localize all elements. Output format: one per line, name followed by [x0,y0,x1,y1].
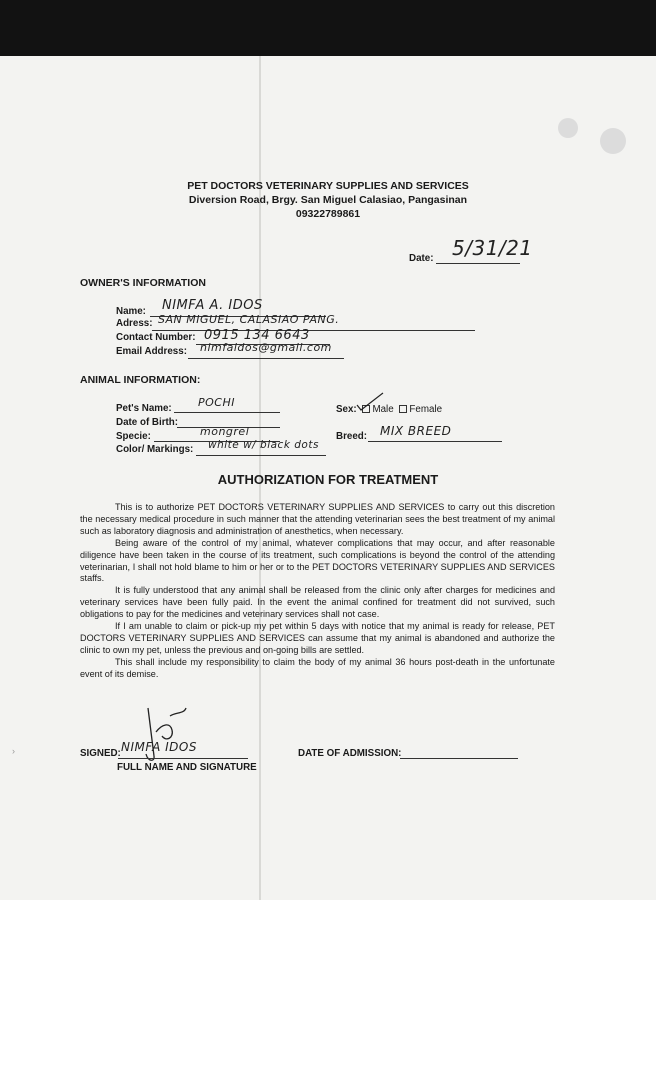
breed-value: MIX BREED [380,424,452,438]
contact-label: Contact Number: [116,332,196,343]
date-line [436,263,520,264]
owner-name-value: NIMFA A. IDOS [162,298,263,313]
signed-label: SIGNED: [80,748,121,759]
paragraph: This is to authorize PET DOCTORS VETERINARY SUPPLIES AND SERVICES to carry out this discretion the necessary medical procedure in such manner that the attending veterinarian sees the best treatment of my animal such as laboratory diagnosis and administration of anesthetics, when necessary. [80,502,555,536]
date-label: Date: [409,253,434,264]
check-mark-icon [356,391,384,411]
sex-field [336,404,442,415]
specie-value: mongrel [200,425,250,438]
owner-address-line [152,330,475,331]
specie-label: Specie: [116,431,151,442]
contact-value: 0915 134 6643 [204,328,310,343]
clinic-name: PET DOCTORS VETERINARY SUPPLIES AND SERVICES [187,180,469,192]
owner-name-label: Name: [116,306,146,317]
clinic-phone: 09322789861 [295,208,361,220]
owner-address-value: SAN MIGUEL, CALASIAO PANG. [158,313,340,326]
female-checkbox [399,405,407,413]
dob-label: Date of Birth: [116,417,179,428]
sex-label: Sex: [336,404,357,415]
clinic-address: Diversion Road, Brgy. San Miguel Calasiao, Pangasinan [188,194,468,206]
email-line [188,358,344,359]
female-option: Female [409,404,443,415]
authorization-body [80,502,555,681]
email-label: Email Address: [116,346,187,357]
paragraph: If I am unable to claim or pick-up my pet within 5 days with notice that my animal is ready for release, PET DOCTORS VETERINARY SUPPLIES AND SERVICES can assume that my animal is abandoned and authorize the clinic to own my pet, unless the previous and on-going bills are settled. [80,621,555,655]
owner-address-label: Adress: [116,318,153,329]
admission-line [400,758,518,759]
owner-heading: OWNER'S INFORMATION [80,277,206,289]
scanner-top-border [0,0,656,56]
male-option: Male [372,404,394,415]
animal-heading: ANIMAL INFORMATION: [80,374,201,386]
breed-line [368,441,502,442]
pet-name-value: POCHI [198,396,235,409]
pet-name-label: Pet's Name: [116,403,172,414]
handwritten-signature [142,702,192,764]
signature-caption: FULL NAME AND SIGNATURE [117,762,257,773]
color-label: Color/ Markings: [116,444,194,455]
email-value: nimfaidos@gmail.com [200,341,332,354]
color-line [196,455,326,456]
signed-value: NIMFA IDOS [121,740,197,754]
scan-spot [600,128,626,154]
paragraph: This shall include my responsibility to claim the body of my animal 36 hours post-death in the unfortunate event of its demise. [80,656,555,679]
edge-mark: › [12,746,15,756]
paragraph: It is fully understood that any animal shall be released from the clinic only after charges for medicines and veterinary services have been fully paid. In the event the animal confined for treatment did not survived, such obligations to pay for the medicines and veterinary services shall not case. [80,585,555,620]
admission-label: DATE OF ADMISSION: [298,748,402,759]
color-value: white w/ black dots [208,439,319,451]
pet-name-line [174,412,280,413]
authorization-title: AUTHORIZATION FOR TREATMENT [217,472,439,487]
breed-label: Breed: [336,431,368,442]
date-value: 5/31/21 [452,236,533,260]
scan-spot [558,118,578,138]
paragraph: Being aware of the control of my animal, whatever complications that may occur, and after reasonable diligence have been taken in the course of its treatment, such complications is beyond the control of the attending veterinarian, I shall not hold blame to him or her or to the PET DOCTORS VETERINARY SUPPLIES AND SERVICES staffs. [80,537,555,584]
signature-line [118,758,248,759]
